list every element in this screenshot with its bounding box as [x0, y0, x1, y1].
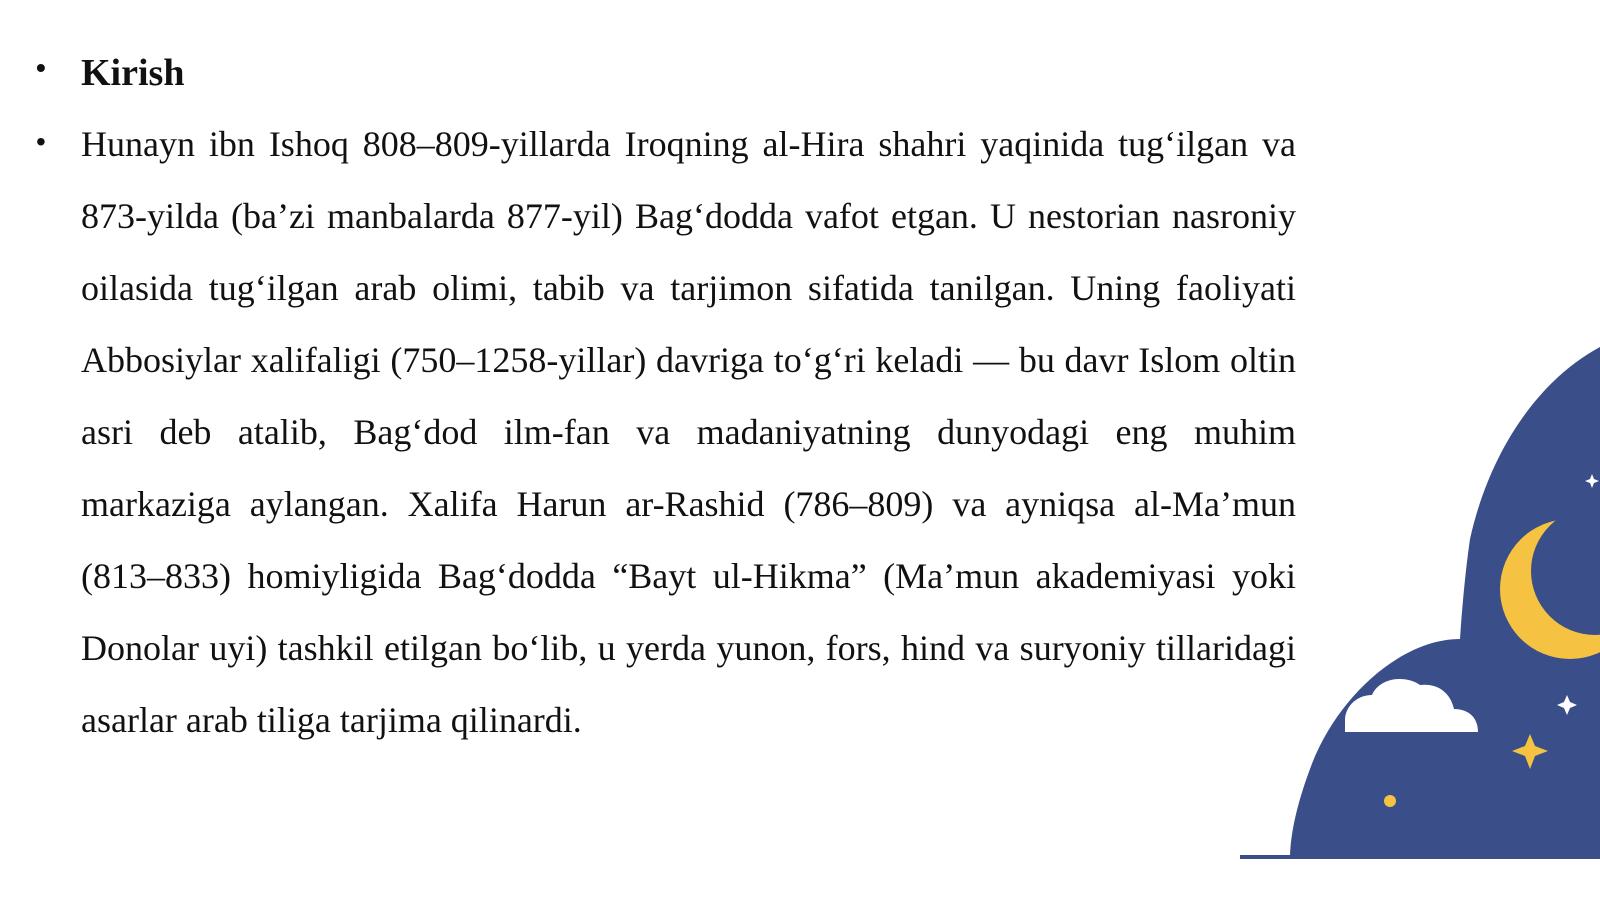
heading-bullet	[36, 48, 1296, 98]
ground-line	[1240, 855, 1600, 859]
night-sky-decoration	[1240, 339, 1600, 899]
bullet-icon: •	[36, 52, 46, 83]
slide-heading: Kirish	[81, 52, 185, 94]
star-icon	[1384, 795, 1396, 807]
bullet-icon: •	[36, 126, 46, 157]
slide-paragraph: Hunayn ibn Ishoq 808–809-yillarda Iroqning al-Hira shahri yaqinida tug‘ilgan va 873-yilda (ba’zi manbalarda 877-yil) Bag‘dodda vafot etgan. U nestorian nasroniy oilasida tug‘ilgan arab olimi, tabib va tarjimon sifatida tanilgan. Uning faoliyati Abbosiylar xalifaligi (750–1258-yillar) davriga to‘g‘ri keladi — bu davr Islom oltin asri deb atalib, Bag‘dod ilm-fan va madaniyatning dunyodagi eng muhim markaziga aylangan. Xalifa Harun ar-Rashid (786–809) va ayniqsa al-Ma’mun (813–833) homiyligida Bag‘dodda “Bayt ul-Hikma” (Ma’mun akademiyasi yoki Donolar uyi) tashkil etilgan bo‘lib, u yerda yunon, fors, hind va suryoniy tillaridagi asarlar arab tiliga tarjima qilinardi.	[81, 124, 1296, 740]
paragraph-bullet	[36, 108, 1296, 756]
bullet-list	[36, 48, 1296, 756]
